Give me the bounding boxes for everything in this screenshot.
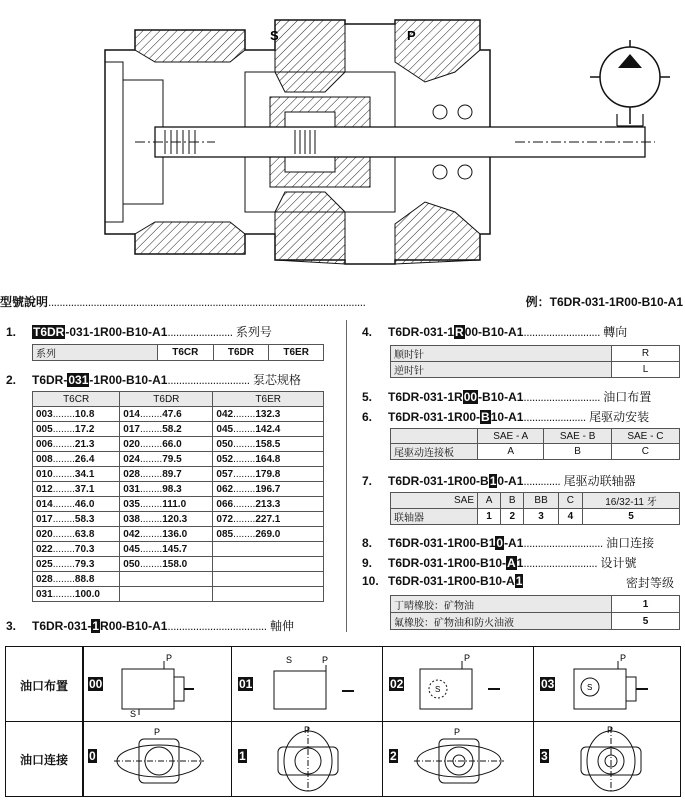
arrangement-03-diagram-icon: [566, 651, 676, 719]
core-table-cell: 010........34.1: [33, 467, 120, 482]
core-table-cell: 020........63.8: [33, 527, 120, 542]
core-table-cell: [213, 557, 324, 572]
core-table-cell: 025........79.3: [33, 557, 120, 572]
arrangement-code-03: 03: [541, 677, 555, 691]
core-table-cell: 050........158.5: [213, 437, 324, 452]
section-2-title: 2. T6DR-031-1R00-B10-A1............................. 泵芯规格: [6, 373, 301, 387]
mount-header-b: SAE - B: [544, 429, 611, 444]
arrangement-code-01: 01: [239, 677, 253, 691]
core-table-cell: 038........120.3: [120, 512, 213, 527]
coupling-code-3: 3: [524, 509, 558, 525]
port-connection-label: 油口连接: [19, 753, 68, 767]
core-header-t6er: T6ER: [213, 392, 324, 407]
coupling-header-a: A: [478, 493, 501, 509]
header-title: 型號說明: [0, 295, 49, 309]
core-table-cell: 042........132.3: [213, 407, 324, 422]
mount-header-a: SAE - A: [478, 429, 544, 444]
arrangement-02-diagram-icon: [414, 651, 514, 719]
core-table-cell: 024........79.5: [120, 452, 213, 467]
connection-code-2: 2: [390, 749, 397, 763]
connection-code-3: 3: [541, 749, 548, 763]
seal-nbr-code: 1: [612, 596, 680, 613]
coupling-code-5: 5: [583, 509, 680, 525]
pump-cross-section-drawing: [95, 2, 685, 284]
core-table-cell: 045........145.7: [120, 542, 213, 557]
seal-fkm-code: 5: [612, 613, 680, 630]
rotation-ccw-label: 逆时针: [391, 362, 612, 378]
series-t6cr: T6CR: [158, 345, 214, 361]
mount-code-c: C: [611, 444, 679, 460]
coupling-sae-label: SAE: [391, 493, 478, 509]
section-3-title: 3. T6DR-031-1R00-B10-A1................................... 軸伸: [6, 619, 294, 633]
core-table-cell: 031........98.3: [120, 482, 213, 497]
core-table-row: [33, 527, 324, 542]
core-table-row: [33, 512, 324, 527]
core-table-cell: [120, 572, 213, 587]
svg-text:S: S: [286, 655, 293, 665]
core-table-row: [33, 497, 324, 512]
svg-text:P: P: [454, 727, 461, 737]
seal-fkm-label: 氟橡胶：矿物油和防火油液: [391, 613, 612, 630]
core-table-cell: [120, 587, 213, 602]
pump-symbol-icon: [590, 40, 670, 126]
connection-code-0: 0: [89, 749, 96, 763]
mount-header-c: SAE - C: [611, 429, 679, 444]
section-8-title: 8. T6DR-031-1R00-B10-A1............................ 油口连接: [362, 536, 655, 550]
connection-2-diagram-icon: [404, 725, 514, 795]
core-table-cell: 035........111.0: [120, 497, 213, 512]
pump-core-table: [32, 391, 324, 602]
core-table-cell: 062........196.7: [213, 482, 324, 497]
rotation-cw-code: R: [612, 346, 680, 362]
core-table-cell: 050........158.0: [120, 557, 213, 572]
series-label: 系列: [33, 345, 158, 361]
series-t6er: T6ER: [269, 345, 324, 361]
section-1-title: 1. T6DR-031-1R00-B10-A1....................... 系列号: [6, 325, 272, 339]
section-4-title: 4. T6DR-031-1R00-B10-A1........................... 轉向: [362, 325, 628, 339]
connection-code-1: 1: [239, 749, 246, 763]
arrangement-code-02: 02: [390, 677, 404, 691]
rotation-cw-label: 顺时针: [391, 346, 612, 362]
rotation-ccw-code: L: [612, 362, 680, 378]
core-table-row: [33, 437, 324, 452]
arrangement-code-00: 00: [89, 677, 103, 691]
connection-1-diagram-icon: [256, 725, 366, 795]
core-table-row: [33, 452, 324, 467]
core-table-cell: 045........142.4: [213, 422, 324, 437]
core-table-cell: 014........47.6: [120, 407, 213, 422]
svg-text:P: P: [464, 653, 471, 663]
svg-text:S: S: [587, 683, 593, 692]
core-table-cell: 057........179.8: [213, 467, 324, 482]
core-table-cell: 014........46.0: [33, 497, 120, 512]
svg-text:S: S: [130, 709, 137, 719]
coupling-code-2: 2: [501, 509, 524, 525]
series-table: [32, 344, 324, 361]
section-9-title: 9. T6DR-031-1R00-B10-A1.......................... 设计號: [362, 556, 637, 570]
core-table-row: [33, 467, 324, 482]
core-table-cell: 008........26.4: [33, 452, 120, 467]
coupling-label: 联轴器: [391, 509, 478, 525]
mount-code-b: B: [544, 444, 611, 460]
header-example: 例：T6DR-031-1R00-B10-A1: [525, 295, 683, 309]
coupling-header-spline: 16/32-11 牙: [583, 493, 680, 509]
svg-text:S: S: [435, 685, 441, 694]
core-table-cell: 020........66.0: [120, 437, 213, 452]
core-table-cell: 006........21.3: [33, 437, 120, 452]
seal-table: [390, 595, 680, 630]
arrangement-01-diagram-icon: [264, 651, 364, 719]
svg-text:P: P: [166, 653, 173, 663]
core-table-row: [33, 422, 324, 437]
coupling-code-1: 1: [478, 509, 501, 525]
core-table-row: [33, 587, 324, 602]
coupling-header-c: C: [558, 493, 582, 509]
port-arrangement-label: 油口布置: [19, 679, 68, 693]
svg-text:P: P: [154, 727, 161, 737]
core-header-t6dr: T6DR: [120, 392, 213, 407]
svg-text:P: P: [620, 653, 627, 663]
core-header-t6cr: T6CR: [33, 392, 120, 407]
connection-0-diagram-icon: [104, 725, 214, 795]
core-table-cell: 052........164.8: [213, 452, 324, 467]
tail-mount-table: [390, 428, 680, 460]
port-s-label: S: [270, 28, 279, 43]
core-table-cell: [213, 542, 324, 557]
core-table-cell: 017........58.3: [33, 512, 120, 527]
rotation-table: [390, 345, 680, 378]
core-table-cell: 028........88.8: [33, 572, 120, 587]
coupling-header-b: B: [501, 493, 524, 509]
core-table-row: [33, 482, 324, 497]
core-table-cell: 042........136.0: [120, 527, 213, 542]
mount-label: 尾驱动连接板: [391, 444, 478, 460]
core-table-row: [33, 542, 324, 557]
column-divider: [346, 320, 347, 632]
core-table-cell: 005........17.2: [33, 422, 120, 437]
mount-code-a: A: [478, 444, 544, 460]
core-table-cell: 031........100.0: [33, 587, 120, 602]
core-table-cell: [213, 587, 324, 602]
seal-nbr-label: 丁晴橡胶：矿物油: [391, 596, 612, 613]
section-6-title: 6. T6DR-031-1R00-B10-A1...................... 尾驱动安装: [362, 410, 650, 424]
core-table-cell: [213, 572, 324, 587]
core-table-cell: 066........213.3: [213, 497, 324, 512]
core-table-cell: 028........89.7: [120, 467, 213, 482]
core-table-row: [33, 557, 324, 572]
section-5-title: 5. T6DR-031-1R00-B10-A1........................... 油口布置: [362, 390, 652, 404]
core-table-cell: 003........10.8: [33, 407, 120, 422]
svg-text:P: P: [304, 725, 311, 735]
section-7-title: 7. T6DR-031-1R00-B10-A1............. 尾驱动联轴器: [362, 474, 636, 488]
port-options-panel: [5, 646, 681, 797]
arrangement-00-diagram-icon: [114, 651, 214, 719]
series-t6dr: T6DR: [213, 345, 269, 361]
core-table-cell: 085........269.0: [213, 527, 324, 542]
svg-text:P: P: [322, 655, 329, 665]
svg-text:P: P: [607, 725, 614, 735]
core-table-row: [33, 407, 324, 422]
coupling-code-4: 4: [558, 509, 582, 525]
connection-3-diagram-icon: [559, 725, 669, 795]
coupling-table: [390, 492, 680, 525]
core-table-cell: 017........58.2: [120, 422, 213, 437]
model-code-header: 型號說明................................................................................................................ 例：T6DR-031-1R00-B10-A1: [0, 295, 683, 309]
core-table-cell: 022........70.3: [33, 542, 120, 557]
core-table-row: [33, 572, 324, 587]
port-p-label: P: [407, 28, 416, 43]
section-10-title: 10. T6DR-031-1R00-B10-A1 密封等级: [362, 574, 675, 590]
core-table-cell: 012........37.1: [33, 482, 120, 497]
core-table-cell: 072........227.1: [213, 512, 324, 527]
coupling-header-bb: BB: [524, 493, 558, 509]
